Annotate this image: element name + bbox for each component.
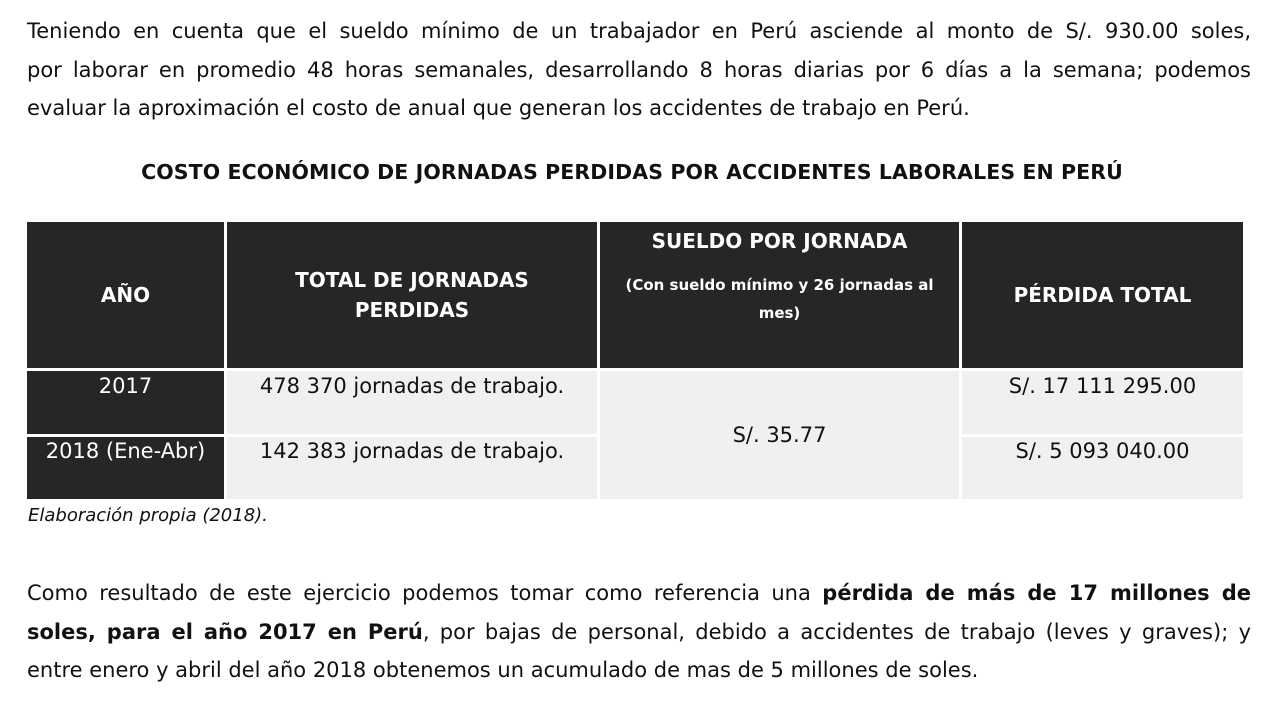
header-salary-note-2: mes) <box>758 304 801 322</box>
header-salary-note-1: (Con sueldo mínimo y 26 jornadas al <box>625 276 934 294</box>
row-2017-year: 2017 <box>27 371 224 434</box>
header-loss: PÉRDIDA TOTAL <box>962 222 1243 368</box>
result-line-1: Como resultado de este ejercicio podemos tomar como referencia una pérdida de más de 17 millones de <box>27 581 1251 605</box>
row-2018-loss: S/. 5 093 040.00 <box>962 437 1243 499</box>
header-salary: SUELDO POR JORNADA (Con sueldo mínimo y 26 jornadas al mes) <box>600 222 959 368</box>
result-line-3: entre enero y abril del año 2018 obtenemos un acumulado de mas de 5 millones de soles. <box>27 658 979 682</box>
row-2017-days: 478 370 jornadas de trabajo. <box>227 371 597 434</box>
result-highlight-2: soles, para el año 2017 en Perú <box>27 619 423 644</box>
salary-per-day-cell <box>600 371 959 499</box>
header-total-days: TOTAL DE JORNADAS PERDIDAS <box>227 222 597 368</box>
table-caption: Elaboración propia (2018). <box>28 505 268 526</box>
table-title: COSTO ECONÓMICO DE JORNADAS PERDIDAS POR ACCIDENTES LABORALES EN PERÚ <box>141 160 1123 184</box>
row-2017-loss: S/. 17 111 295.00 <box>962 371 1243 434</box>
result-paragraph <box>27 574 1251 690</box>
cost-table <box>27 222 1243 499</box>
row-2018-days: 142 383 jornadas de trabajo. <box>227 437 597 499</box>
intro-line-2: por laborar en promedio 48 horas semanales, desarrollando 8 horas diarias por 6 días a la semana; podemos <box>27 57 1251 82</box>
salary-per-day-value: S/. 35.77 <box>732 423 827 447</box>
result-highlight-1: pérdida de más de 17 millones de <box>822 581 1251 605</box>
intro-line-3: evaluar la aproximación el costo de anual que generan los accidentes de trabajo en Perú. <box>27 96 970 120</box>
intro-line-1: Teniendo en cuenta que el sueldo mínimo de un trabajador en Perú asciende al monto de S/. 930.00 soles, <box>27 19 1251 43</box>
header-year: AÑO <box>27 222 224 368</box>
row-2018-year: 2018 (Ene-Abr) <box>27 437 224 499</box>
result-line-2: soles, para el año 2017 en Perú, por bajas de personal, debido a accidentes de trabajo (leves y graves); y <box>27 619 1252 644</box>
intro-paragraph <box>27 12 1251 128</box>
